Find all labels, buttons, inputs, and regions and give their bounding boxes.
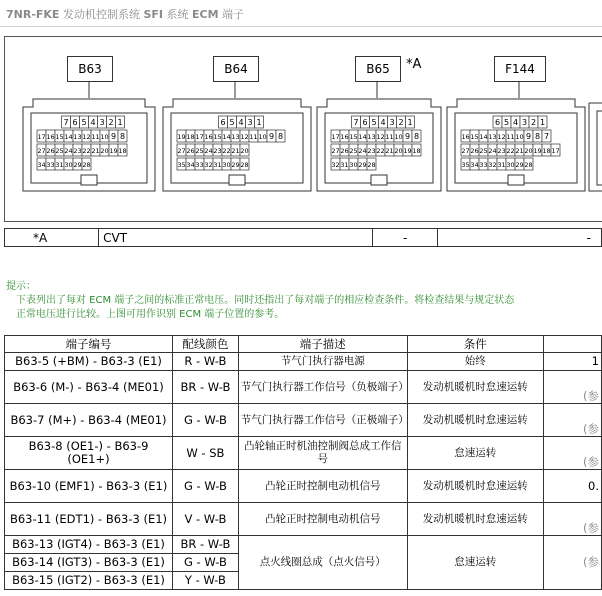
pin-label: 1 bbox=[407, 118, 413, 127]
table-row bbox=[5, 404, 602, 437]
pin-label: 7 bbox=[353, 118, 359, 127]
connector-label-b65: B65 bbox=[355, 56, 401, 82]
color-cell: G - W-B bbox=[173, 554, 239, 572]
pin-label: 32 bbox=[331, 161, 340, 169]
table-row bbox=[5, 536, 602, 554]
pin-label: 23 bbox=[213, 147, 222, 155]
sfi-label: SFI bbox=[143, 8, 163, 21]
system-name: 发动机控制系统 bbox=[62, 8, 140, 21]
pin-label: 26 bbox=[186, 147, 195, 155]
pin-label: 23 bbox=[497, 147, 506, 155]
pin-label: 7 bbox=[543, 132, 550, 141]
pin-label: 24 bbox=[488, 147, 497, 155]
pin-label: 23 bbox=[367, 147, 376, 155]
pin-label: 15 bbox=[213, 133, 222, 141]
pin-label: 4 bbox=[512, 118, 519, 127]
pin-label: 3 bbox=[389, 118, 395, 127]
terminal-cell: B63-10 (EMF1) - B63-3 (E1) bbox=[5, 470, 173, 503]
pin-label: 12 bbox=[240, 133, 249, 141]
pin-label: 8 bbox=[413, 132, 420, 141]
header-description: 端子描述 bbox=[238, 336, 407, 353]
table-row bbox=[5, 353, 602, 371]
pin-label: 21 bbox=[385, 147, 394, 155]
pin-label: 29 bbox=[515, 161, 524, 169]
color-cell: Y - W-B bbox=[173, 572, 239, 590]
pin-label: 5 bbox=[503, 118, 510, 127]
pin-label: 15 bbox=[55, 133, 64, 141]
pin-label: 12 bbox=[376, 133, 385, 141]
pin-label: 10 bbox=[515, 133, 524, 141]
color-cell: G - W-B bbox=[173, 470, 239, 503]
pin-label: 21 bbox=[91, 147, 100, 155]
pin-label: 6 bbox=[72, 118, 78, 127]
pin-label: 12 bbox=[497, 133, 506, 141]
pin-label: 28 bbox=[524, 161, 533, 169]
pin-label: 28 bbox=[367, 161, 376, 169]
pin-label: 5 bbox=[371, 118, 377, 127]
pin-label: 17 bbox=[37, 133, 46, 141]
pin-label: 9 bbox=[268, 132, 275, 141]
header-spec bbox=[543, 336, 601, 353]
pin-label: 9 bbox=[110, 132, 117, 141]
note-col4: - bbox=[437, 229, 601, 247]
spec-cell: (参 bbox=[543, 536, 601, 590]
description-cell: 节气门执行器电源 bbox=[238, 353, 407, 371]
pin-label: 22 bbox=[376, 147, 385, 155]
pin-label: 18 bbox=[186, 133, 195, 141]
pin-label: 14 bbox=[479, 133, 488, 141]
pin-label: 16 bbox=[461, 133, 470, 141]
color-cell: BR - W-B bbox=[173, 536, 239, 554]
connector-partial-right bbox=[589, 103, 602, 191]
pin-label: 11 bbox=[506, 133, 515, 141]
table-row bbox=[5, 503, 602, 536]
pin-label: 11 bbox=[249, 133, 258, 141]
connector-b63 bbox=[23, 99, 155, 191]
pin-label: 31 bbox=[340, 161, 349, 169]
connector-f144 bbox=[447, 99, 585, 191]
pin-label: 27 bbox=[331, 147, 340, 155]
description-cell: 节气门执行器工作信号（正极端子） bbox=[238, 404, 407, 437]
connector-key bbox=[229, 175, 245, 185]
condition-cell: 怠速运转 bbox=[407, 536, 543, 590]
pin-label: 24 bbox=[204, 147, 213, 155]
pin-label: 11 bbox=[91, 133, 100, 141]
pin-label: 25 bbox=[195, 147, 204, 155]
pin-label: 29 bbox=[358, 161, 367, 169]
terminal-cell: B63-5 (+BM) - B63-3 (E1) bbox=[5, 353, 173, 371]
pin-label: 33 bbox=[479, 161, 488, 169]
pin-label: 1 bbox=[539, 118, 546, 127]
pin-label: 5 bbox=[229, 118, 235, 127]
header-condition: 条件 bbox=[407, 336, 543, 353]
pin-label: 14 bbox=[222, 133, 231, 141]
pin-label: 9 bbox=[525, 132, 532, 141]
terminal-cell: B63-13 (IGT4) - B63-3 (E1) bbox=[5, 536, 173, 554]
connector-key bbox=[508, 175, 524, 185]
pin-label: 17 bbox=[551, 147, 560, 155]
pin-label: 16 bbox=[204, 133, 213, 141]
pin-label: 34 bbox=[186, 161, 195, 169]
connector-b65 bbox=[317, 99, 441, 191]
pin-label: 3 bbox=[247, 118, 253, 127]
pin-label: 26 bbox=[470, 147, 479, 155]
table-header-row bbox=[5, 336, 602, 353]
pin-label: 17 bbox=[331, 133, 340, 141]
pin-label: 35 bbox=[461, 161, 470, 169]
connector-label-b63: B63 bbox=[67, 56, 113, 82]
description-cell: 凸轮正时控制电动机信号 bbox=[238, 470, 407, 503]
description-cell: 节气门执行器工作信号（负极端子） bbox=[238, 371, 407, 404]
pin-label: 22 bbox=[506, 147, 515, 155]
pin-label: 5 bbox=[81, 118, 87, 127]
pin-label: 18 bbox=[118, 147, 127, 155]
terminal-cell: B63-7 (M+) - B63-4 (ME01) bbox=[5, 404, 173, 437]
pin-label: 28 bbox=[82, 161, 91, 169]
connector-key bbox=[371, 175, 387, 185]
pin-label: 35 bbox=[177, 161, 186, 169]
condition-cell: 发动机暖机时怠速运转 bbox=[407, 371, 543, 404]
color-cell: W - SB bbox=[173, 437, 239, 470]
pin-label: 18 bbox=[542, 147, 551, 155]
pin-label: 4 bbox=[90, 118, 96, 127]
pin-label: 24 bbox=[358, 147, 367, 155]
pin-label: 15 bbox=[470, 133, 479, 141]
note-row bbox=[5, 229, 602, 247]
pin-label: 26 bbox=[340, 147, 349, 155]
pin-label: 19 bbox=[533, 147, 542, 155]
pin-label: 18 bbox=[412, 147, 421, 155]
pin-label: 19 bbox=[177, 133, 186, 141]
ecm-connector-drawing bbox=[5, 37, 602, 221]
condition-cell: 发动机暖机时怠速运转 bbox=[407, 503, 543, 536]
pin-label: 4 bbox=[380, 118, 386, 127]
ecm-label: ECM bbox=[191, 8, 219, 21]
note-col3: - bbox=[373, 229, 438, 247]
pin-label: 19 bbox=[109, 147, 118, 155]
pin-label: 29 bbox=[231, 161, 240, 169]
pin-label: 13 bbox=[367, 133, 376, 141]
pin-label: 33 bbox=[195, 161, 204, 169]
pin-label: 8 bbox=[277, 132, 284, 141]
pin-label: 24 bbox=[64, 147, 73, 155]
pin-label: 10 bbox=[394, 133, 403, 141]
pin-label: 34 bbox=[37, 161, 46, 169]
description-cell: 凸轮轴正时机油控制阀总成工作信号 bbox=[238, 437, 407, 470]
title-divider bbox=[0, 26, 602, 27]
condition-cell: 始终 bbox=[407, 353, 543, 371]
pin-label: 20 bbox=[524, 147, 533, 155]
header-color: 配线颜色 bbox=[173, 336, 239, 353]
terminal-cell: B63-15 (IGT2) - B63-3 (E1) bbox=[5, 572, 173, 590]
connector-partial-right-inner bbox=[597, 111, 602, 185]
system-word: 系统 bbox=[166, 8, 189, 21]
pin-label: 8 bbox=[534, 132, 541, 141]
pin-label: 15 bbox=[349, 133, 358, 141]
pin-label: 13 bbox=[231, 133, 240, 141]
color-cell: R - W-B bbox=[173, 353, 239, 371]
pin-label: 10 bbox=[100, 133, 109, 141]
pin-label: 20 bbox=[394, 147, 403, 155]
pin-label: 10 bbox=[258, 133, 267, 141]
terminal-word: 端子 bbox=[222, 8, 245, 21]
pin-label: 27 bbox=[177, 147, 186, 155]
color-cell: V - W-B bbox=[173, 503, 239, 536]
pin-label: 13 bbox=[488, 133, 497, 141]
pin-label: 20 bbox=[240, 147, 249, 155]
pin-label: 33 bbox=[46, 161, 55, 169]
spec-cell: (参 bbox=[543, 437, 601, 470]
terminal-cell: B63-11 (EDT1) - B63-3 (E1) bbox=[5, 503, 173, 536]
note-value: CVT bbox=[99, 229, 373, 247]
hint-block bbox=[6, 280, 514, 322]
pin-label: 16 bbox=[46, 133, 55, 141]
pin-label: 31 bbox=[55, 161, 64, 169]
description-cell: 凸轮正时控制电动机信号 bbox=[238, 503, 407, 536]
pin-label: 3 bbox=[521, 118, 528, 127]
connector-leader-lines bbox=[89, 82, 519, 98]
pin-label: 2 bbox=[398, 118, 404, 127]
pin-label: 21 bbox=[231, 147, 240, 155]
pin-label: 16 bbox=[340, 133, 349, 141]
page-title bbox=[6, 6, 244, 22]
pin-label: 14 bbox=[358, 133, 367, 141]
connector-label-b64: B64 bbox=[213, 56, 259, 82]
pin-label: 25 bbox=[55, 147, 64, 155]
connector-label-f144: F144 bbox=[494, 56, 546, 82]
pin-label: 22 bbox=[82, 147, 91, 155]
pin-label: 31 bbox=[497, 161, 506, 169]
pin-label: 27 bbox=[37, 147, 46, 155]
pin-label: 25 bbox=[479, 147, 488, 155]
pin-label: 12 bbox=[82, 133, 91, 141]
pin-label: 13 bbox=[73, 133, 82, 141]
pin-label: 7 bbox=[63, 118, 69, 127]
pin-label: 30 bbox=[506, 161, 515, 169]
connector-b64 bbox=[163, 99, 311, 191]
pin-label: 1 bbox=[117, 118, 123, 127]
pin-label: 6 bbox=[362, 118, 368, 127]
table-row bbox=[5, 470, 602, 503]
condition-cell: 发动机暖机时怠速运转 bbox=[407, 404, 543, 437]
pin-label: 23 bbox=[73, 147, 82, 155]
pin-label: 9 bbox=[404, 132, 411, 141]
pin-label: 1 bbox=[256, 118, 262, 127]
pin-label: 28 bbox=[240, 161, 249, 169]
pin-label: 8 bbox=[119, 132, 126, 141]
pin-label: 6 bbox=[494, 118, 501, 127]
terminal-cell: B63-8 (OE1-) - B63-9 (OE1+) bbox=[5, 437, 173, 470]
pin-label: 30 bbox=[64, 161, 73, 169]
connector-key bbox=[81, 175, 97, 185]
spec-cell: (参 bbox=[543, 371, 601, 404]
pin-label: 21 bbox=[515, 147, 524, 155]
pin-label: 29 bbox=[73, 161, 82, 169]
connector-note-mark: *A bbox=[406, 57, 422, 72]
pin-label: 26 bbox=[46, 147, 55, 155]
table-row bbox=[5, 371, 602, 404]
pin-label: 6 bbox=[220, 118, 226, 127]
spec-cell: (参 bbox=[543, 404, 601, 437]
hint-label: 提示： bbox=[6, 281, 36, 292]
pin-label: 4 bbox=[238, 118, 244, 127]
pin-label: 22 bbox=[222, 147, 231, 155]
note-key: *A bbox=[5, 229, 99, 247]
pin-label: 30 bbox=[349, 161, 358, 169]
ecm-connector-diagram bbox=[4, 36, 602, 222]
pin-label: 17 bbox=[195, 133, 204, 141]
pin-label: 25 bbox=[349, 147, 358, 155]
color-cell: G - W-B bbox=[173, 404, 239, 437]
pin-label: 31 bbox=[213, 161, 222, 169]
pin-label: 32 bbox=[204, 161, 213, 169]
pin-label: 19 bbox=[403, 147, 412, 155]
description-cell: 点火线圈总成（点火信号） bbox=[238, 536, 407, 590]
spec-cell: 1 bbox=[543, 353, 601, 371]
connector-note-table bbox=[4, 228, 602, 247]
pin-label: 3 bbox=[99, 118, 105, 127]
pin-label: 20 bbox=[100, 147, 109, 155]
condition-cell: 发动机暖机时怠速运转 bbox=[407, 470, 543, 503]
pin-label: 27 bbox=[461, 147, 470, 155]
pin-label: 2 bbox=[530, 118, 537, 127]
pin-label: 32 bbox=[488, 161, 497, 169]
hint-line-2: 正常电压进行比较。上图可用作识别 ECM 端子位置的参考。 bbox=[16, 309, 285, 320]
color-cell: BR - W-B bbox=[173, 371, 239, 404]
terminal-cell: B63-14 (IGT3) - B63-3 (E1) bbox=[5, 554, 173, 572]
condition-cell: 怠速运转 bbox=[407, 437, 543, 470]
pin-label: 14 bbox=[64, 133, 73, 141]
pin-label: 30 bbox=[222, 161, 231, 169]
table-row bbox=[5, 437, 602, 470]
header-terminal: 端子编号 bbox=[5, 336, 173, 353]
hint-line-1: 下表列出了每对 ECM 端子之间的标准正常电压。同时还指出了每对端子的相应检查条件。将检查结果与规定状态 bbox=[16, 295, 515, 306]
pin-label: 2 bbox=[108, 118, 114, 127]
spec-cell: 0. bbox=[543, 470, 601, 503]
engine-model: 7NR-FKE bbox=[6, 8, 60, 21]
pin-label: 34 bbox=[470, 161, 479, 169]
terminal-cell: B63-6 (M-) - B63-4 (ME01) bbox=[5, 371, 173, 404]
pin-label: 11 bbox=[385, 133, 394, 141]
spec-cell: (参 bbox=[543, 503, 601, 536]
ecm-terminal-table bbox=[4, 335, 602, 590]
